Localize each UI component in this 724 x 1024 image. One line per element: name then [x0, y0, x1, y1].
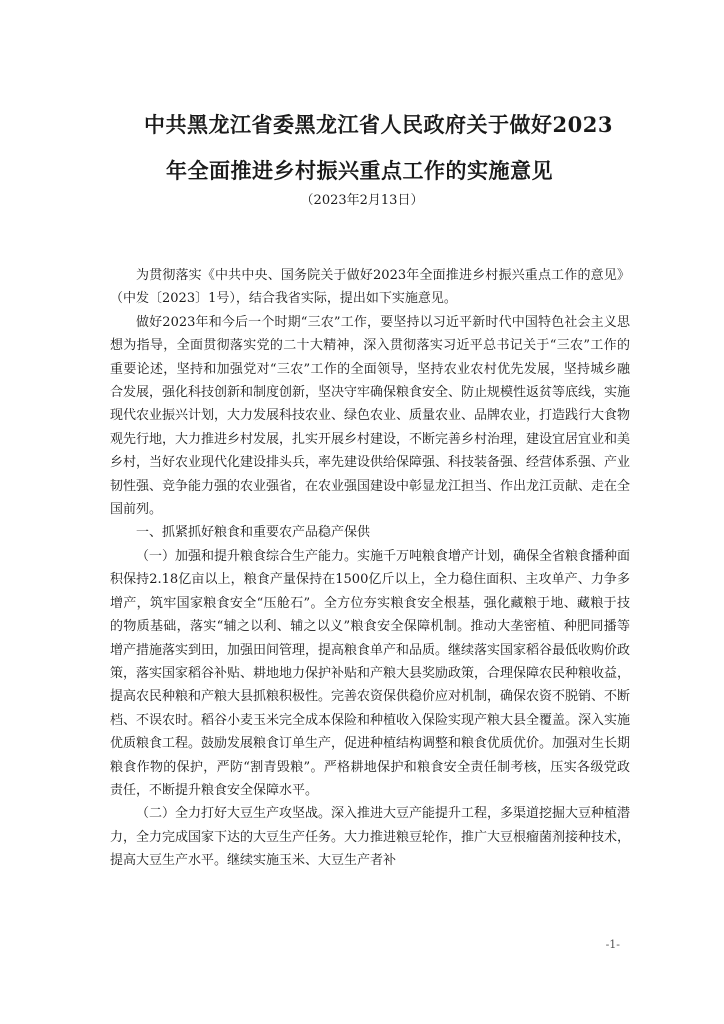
paragraph-overview: 做好2023年和今后一个时期“三农”工作，要坚持以习近平新时代中国特色社会主义思想为指导，全面贯彻落实党的二十大精神，深入贯彻落实习近平总书记关于“三农”工作的重要论述，坚持和加强党对“三农”工作的全面领导，坚持农业农村优先发展，坚持城乡融合发展，强化科技创新和制度创新，坚决守牢确保粮食安全、防止规模性返贫等底线，实施现代农业振兴计划，大力发展科技农业、绿色农业、质量农业、品牌农业，打造践行大食物观先行地，大力推进乡村发展，扎实开展乡村建设，不断完善乡村治理，建设宜居宜业和美乡村，当好农业现代化建设排头兵，率先建设供给保障强、科技装备强、经营体系强、产业韧性强、竞争能力强的农业强省，在农业强国建设中彰显龙江担当、作出龙江贡献、走在全国前列。 — [110, 314, 631, 518]
paragraph-item-1: （一）加强和提升粮食综合生产能力。实施千万吨粮食增产计划，确保全省粮食播种面积保持2.18亿亩以上，粮食产量保持在1500亿斤以上，全力稳住面积、主攻单产、力争多增产，筑牢国家粮食安全“压舱石”。全方位夯实粮食安全根基，强化藏粮于地、藏粮于技的物质基础，落实“辅之以利、辅之以义”粮食安全保障机制。推动大垄密植、种肥同播等增产措施落实到田，加强田间管理，提高粮食单产和品质。继续落实国家稻谷最低收购价政策，落实国家稻谷补贴、耕地地力保护补贴和产粮大县奖励政策，合理保障农民种粮收益，提高农民种粮和产粮大县抓粮积极性。完善农资保供稳价应对机制，确保农资不脱销、不断档、不误农时。稻谷小麦玉米完全成本保险和种植收入保险实现产粮大县全覆盖。深入实施优质粮食工程。鼓励发展粮食订单生产，促进种植结构调整和粮食优质优价。加强对生长期粮食作物的保护，严防“割青毁粮”。严格耕地保护和粮食安全责任制考核，压实各级党政责任，不断提升粮食安全保障水平。 — [110, 548, 631, 798]
paragraph-intro: 为贯彻落实《中共中央、国务院关于做好2023年全面推进乡村振兴重点工作的意见》（中发〔2023〕1号），结合我省实际，提出如下实施意见。 — [110, 268, 630, 307]
section-heading-1: 一、抓紧抓好粮食和重要农产品稳产保供 — [136, 525, 371, 541]
document-date: （2023年2月13日） — [300, 193, 424, 208]
paragraph-item-2: （二）全力打好大豆生产攻坚战。深入推进大豆产能提升工程，多渠道挖掘大豆种植潜力，全力完成国家下达的大豆生产任务。大力推进粮豆轮作，推广大豆根瘤菌剂接种技术，提高大豆生产水平。继续实施玉米、大豆生产者补 — [110, 806, 631, 869]
page-number: -1- — [605, 938, 620, 951]
document-body — [110, 264, 630, 873]
document-title-line-1: 中共黑龙江省委黑龙江省人民政府关于做好2023 — [144, 112, 613, 137]
document-title-line-2: 年全面推进乡村振兴重点工作的实施意见 — [166, 158, 553, 183]
